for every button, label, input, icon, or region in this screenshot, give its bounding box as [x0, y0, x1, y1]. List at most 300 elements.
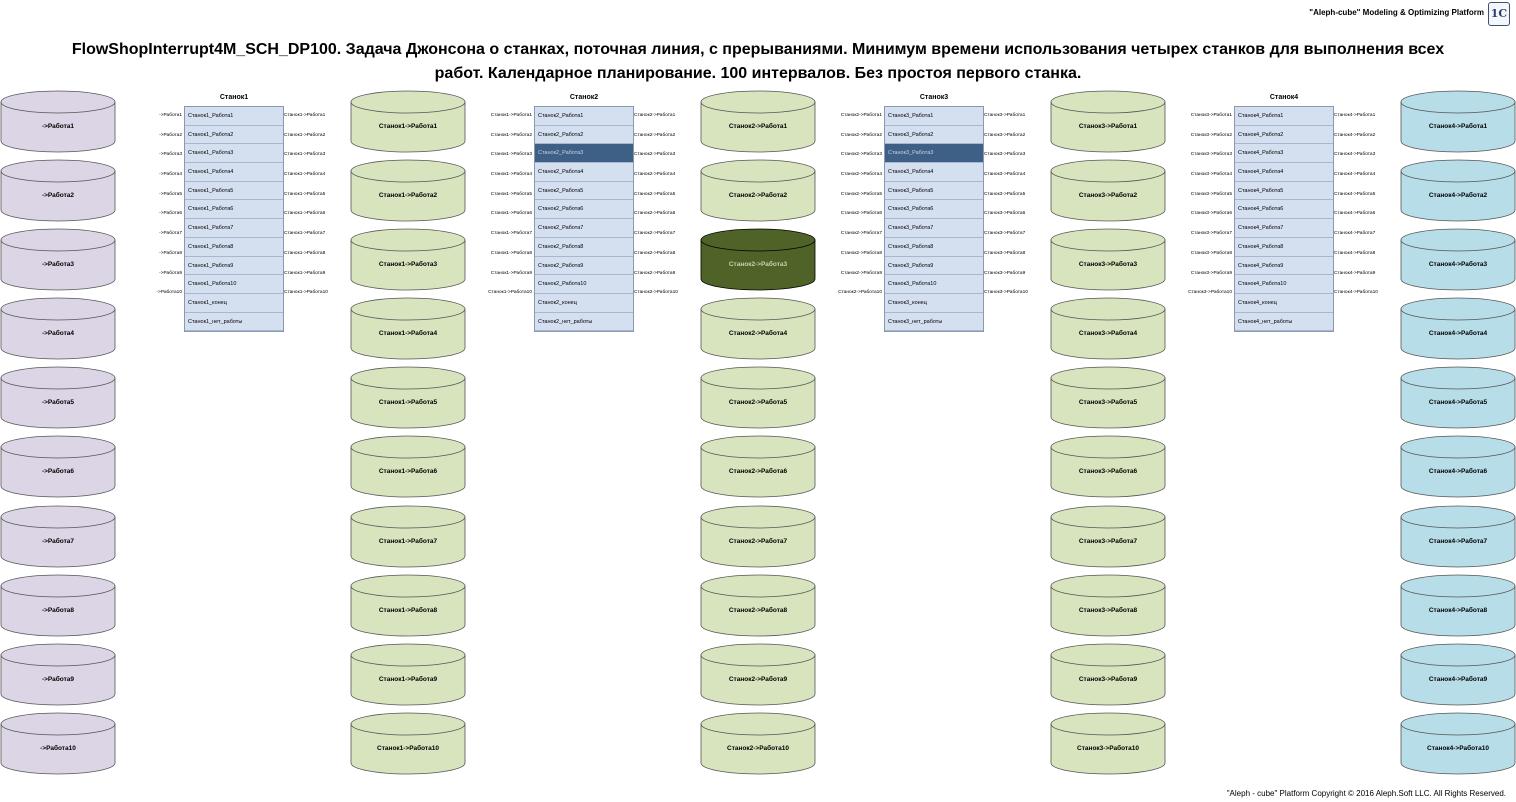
machine-state-row[interactable]: Станок1_Работа4: [185, 163, 283, 182]
cylinder-node[interactable]: [1400, 366, 1516, 430]
output-connector-label: Станок3->Работа5: [984, 191, 1026, 197]
input-connector-label: Станок3->Работа3: [1190, 152, 1232, 158]
cylinder-top: [1, 436, 115, 458]
output-connector-label: Станок3->Работа6: [984, 211, 1026, 217]
machine-state-row[interactable]: Станок3_Работа5: [885, 182, 983, 201]
cylinder-node[interactable]: [1400, 712, 1516, 776]
cylinder-top: [1401, 436, 1515, 458]
cylinder-label: Станок2->Работа10: [727, 744, 789, 752]
cylinder-top: [1, 298, 115, 320]
cylinder-top: [1401, 713, 1515, 735]
machine-output-labels: [634, 106, 690, 303]
cylinder-top: [1, 506, 115, 528]
machine-state-row[interactable]: Станок4_Работа4: [1235, 163, 1333, 182]
machine-state-row[interactable]: Станок4_Работа10: [1235, 275, 1333, 294]
cylinder-top: [351, 713, 465, 735]
machine-state-row[interactable]: Станок1_Работа3: [185, 144, 283, 163]
machine-state-row[interactable]: Станок2_Работа7: [535, 219, 633, 238]
cylinder-node[interactable]: [1400, 643, 1516, 707]
cylinder-label: Станок4->Работа4: [1428, 330, 1488, 338]
output-connector-label: Станок3->Работа4: [984, 172, 1026, 178]
cylinder-label: Станок3->Работа6: [1078, 468, 1138, 476]
cylinder-label: Станок4->Работа8: [1428, 606, 1488, 614]
cylinder-node[interactable]: [350, 228, 466, 292]
cylinder-top: [1, 229, 115, 251]
cylinder-node[interactable]: [0, 712, 116, 776]
input-connector-label: Станок2->Работа2: [840, 132, 882, 138]
output-connector-label: Станок3->Работа3: [984, 152, 1026, 158]
output-connector-label: Станок1->Работа7: [284, 231, 326, 237]
machine-state-row[interactable]: Станок2_Работа5: [535, 182, 633, 201]
input-connector-label: Станок3->Работа5: [1190, 191, 1232, 197]
cylinder-node[interactable]: [1400, 159, 1516, 223]
cylinder-top: [1051, 91, 1165, 113]
machine-state-row[interactable]: Станок2_Работа3: [535, 144, 633, 163]
cylinder-top: [1, 160, 115, 182]
cylinder-top: [701, 91, 815, 113]
input-connector-label: Станок3->Работа1: [1190, 113, 1232, 118]
machine2-output-column: [700, 90, 816, 781]
machine-state-row[interactable]: Станок3_Работа7: [885, 219, 983, 238]
output-connector-label: Станок1->Работа1: [284, 113, 326, 118]
machine-title: Станок3: [919, 94, 949, 101]
output-connector-label: Станок4->Работа8: [1334, 250, 1376, 256]
cylinder-node[interactable]: [1050, 435, 1166, 499]
machine-state-row[interactable]: Станок1_конец: [185, 294, 283, 313]
machine-output-labels: [1334, 106, 1390, 303]
cylinder-node[interactable]: [1050, 90, 1166, 154]
machine-state-row[interactable]: Станок2_конец: [535, 294, 633, 313]
cylinder-label: ->Работа10: [40, 744, 76, 752]
cylinder-label: Станок3->Работа5: [1078, 399, 1138, 407]
cylinder-label: Станок4->Работа9: [1428, 675, 1488, 683]
cylinder-label: Станок2->Работа9: [728, 675, 788, 683]
output-connector-label: Станок2->Работа7: [634, 231, 676, 237]
input-connector-label: ->Работа4: [159, 172, 182, 178]
cylinder-top: [701, 713, 815, 735]
cylinder-node[interactable]: [0, 505, 116, 569]
input-connector-label: Станок1->Работа7: [490, 231, 532, 237]
input-connector-label: Станок2->Работа8: [840, 250, 882, 256]
cylinder-top: [351, 367, 465, 389]
cylinder-top: [351, 506, 465, 528]
machine-state-row[interactable]: Станок2_Работа4: [535, 163, 633, 182]
machine3-output-column: [1050, 90, 1166, 781]
machine-state-row[interactable]: Станок4_конец: [1235, 294, 1333, 313]
output-connector-label: Станок2->Работа6: [634, 211, 676, 217]
page-title: [0, 38, 1516, 86]
machine-state-row[interactable]: Станок4_Работа1: [1235, 107, 1333, 126]
cylinder-label: ->Работа3: [41, 261, 75, 269]
output-connector-label: Станок4->Работа1: [1334, 113, 1376, 118]
cylinder-label: Станок1->Работа7: [378, 537, 438, 545]
cylinder-top: [701, 229, 815, 251]
output-connector-label: Станок3->Работа2: [984, 132, 1026, 138]
machine-state-row[interactable]: Станок2_Работа9: [535, 257, 633, 276]
output-connector-label: Станок3->Работа8: [984, 250, 1026, 256]
machine-state-row[interactable]: Станок1_Работа2: [185, 126, 283, 145]
machine-state-row[interactable]: Станок4_Работа2: [1235, 126, 1333, 145]
cylinder-node[interactable]: [1400, 228, 1516, 292]
machine-input-labels: [826, 106, 882, 303]
machine-state-row[interactable]: Станок2_Работа8: [535, 238, 633, 257]
machine-output-labels: [984, 106, 1040, 303]
machine-state-row[interactable]: Станок4_Работа9: [1235, 257, 1333, 276]
cylinder-label: Станок3->Работа10: [1077, 744, 1139, 752]
cylinder-node[interactable]: [1050, 297, 1166, 361]
platform-logo: [1488, 2, 1510, 26]
machine-state-row[interactable]: Станок3_Работа4: [885, 163, 983, 182]
platform-name: "Aleph-cube" Modeling & Optimizing Platform: [1309, 8, 1484, 17]
output-connector-label: Станок2->Работа8: [634, 250, 676, 256]
machine-state-row[interactable]: Станок3_Работа3: [885, 144, 983, 163]
cylinder-label: Станок2->Работа8: [728, 606, 788, 614]
cylinder-top: [1, 91, 115, 113]
input-connector-label: Станок3->Работа8: [1190, 250, 1232, 256]
cylinder-label: Станок3->Работа2: [1078, 192, 1138, 200]
cylinder-label: Станок1->Работа4: [378, 330, 438, 338]
cylinder-label: Станок1->Работа6: [378, 468, 438, 476]
output-connector-label: Станок2->Работа4: [634, 172, 676, 178]
cylinder-top: [701, 160, 815, 182]
output-connector-label: Станок4->Работа3: [1334, 152, 1376, 158]
cylinder-top: [701, 367, 815, 389]
cylinder-node[interactable]: [350, 712, 466, 776]
cylinder-top: [351, 436, 465, 458]
input-connector-label: Станок1->Работа5: [490, 191, 532, 197]
machine-state-row[interactable]: Станок2_нет_работы: [535, 313, 633, 332]
cylinder-node[interactable]: [1400, 297, 1516, 361]
cylinder-label: Станок1->Работа2: [378, 192, 438, 200]
cylinder-label: Станок1->Работа9: [378, 675, 438, 683]
machine-state-row[interactable]: Станок1_Работа8: [185, 238, 283, 257]
output-connector-label: Станок2->Работа10: [634, 290, 678, 296]
input-connector-label: Станок3->Работа6: [1190, 211, 1232, 217]
machine-state-row[interactable]: Станок3_Работа2: [885, 126, 983, 145]
output-connector-label: Станок2->Работа1: [634, 113, 676, 118]
cylinder-label: ->Работа5: [41, 399, 75, 407]
output-connector-label: Станок3->Работа1: [984, 113, 1026, 118]
cylinder-top: [1051, 298, 1165, 320]
input-connector-label: Станок2->Работа5: [840, 191, 882, 197]
cylinder-node[interactable]: [1400, 90, 1516, 154]
cylinder-label: Станок1->Работа8: [378, 606, 438, 614]
cylinder-top: [351, 160, 465, 182]
output-connector-label: Станок2->Работа9: [634, 270, 676, 276]
machine-title: Станок2: [569, 94, 599, 101]
output-connector-label: Станок1->Работа6: [284, 211, 326, 217]
output-connector-label: Станок3->Работа10: [984, 290, 1028, 296]
cylinder-node[interactable]: [0, 159, 116, 223]
cylinder-label: Станок2->Работа6: [728, 468, 788, 476]
machine-state-table: [534, 106, 634, 332]
machine-state-row[interactable]: Станок4_Работа8: [1235, 238, 1333, 257]
input-connector-label: Станок1->Работа3: [490, 152, 532, 158]
input-connector-label: Станок2->Работа3: [840, 152, 882, 158]
output-connector-label: Станок1->Работа3: [284, 152, 326, 158]
cylinder-top: [1051, 575, 1165, 597]
machine-state-row[interactable]: Станок1_Работа1: [185, 107, 283, 126]
cylinder-top: [351, 644, 465, 666]
cylinder-node[interactable]: [700, 297, 816, 361]
cylinder-top: [351, 575, 465, 597]
cylinder-label: Станок4->Работа3: [1428, 261, 1488, 269]
machine-input-labels: [126, 106, 182, 303]
machine-state-table: [884, 106, 984, 332]
cylinder-node[interactable]: [0, 435, 116, 499]
cylinder-node[interactable]: [1050, 712, 1166, 776]
machine-input-labels: [476, 106, 532, 303]
cylinder-top: [1, 713, 115, 735]
machine-state-row[interactable]: Станок3_конец: [885, 294, 983, 313]
machine-state-row[interactable]: Станок2_Работа2: [535, 126, 633, 145]
output-connector-label: Станок4->Работа6: [1334, 211, 1376, 217]
machine-state-row[interactable]: Станок1_Работа6: [185, 200, 283, 219]
machine-state-row[interactable]: Станок1_нет_работы: [185, 313, 283, 332]
input-connector-label: Станок3->Работа9: [1190, 270, 1232, 276]
cylinder-node[interactable]: [700, 435, 816, 499]
cylinder-label: Станок3->Работа9: [1078, 675, 1138, 683]
cylinder-label: ->Работа4: [41, 330, 75, 338]
cylinder-node[interactable]: [700, 505, 816, 569]
machine-state-row[interactable]: Станок2_Работа6: [535, 200, 633, 219]
output-connector-label: Станок4->Работа2: [1334, 132, 1376, 138]
cylinder-node[interactable]: [700, 574, 816, 638]
output-connector-label: Станок1->Работа10: [284, 290, 328, 296]
cylinder-label: Станок4->Работа10: [1427, 744, 1489, 752]
machine-title: Станок1: [219, 94, 249, 101]
machine-state-row[interactable]: Станок4_Работа7: [1235, 219, 1333, 238]
cylinder-top: [1401, 91, 1515, 113]
cylinder-label: ->Работа9: [41, 675, 75, 683]
cylinder-top: [1401, 160, 1515, 182]
cylinder-node[interactable]: [1400, 505, 1516, 569]
cylinder-node[interactable]: [700, 228, 816, 292]
cylinder-label: Станок2->Работа7: [728, 537, 788, 545]
input-connector-label: Станок2->Работа10: [838, 290, 882, 296]
cylinder-top: [351, 298, 465, 320]
cylinder-node[interactable]: [0, 574, 116, 638]
cylinder-label: Станок4->Работа1: [1428, 123, 1488, 130]
cylinder-label: Станок4->Работа2: [1428, 192, 1488, 200]
cylinder-label: Станок3->Работа8: [1078, 606, 1138, 614]
input-connector-label: Станок1->Работа6: [490, 211, 532, 217]
input-connector-label: Станок2->Работа7: [840, 231, 882, 237]
input-connector-label: Станок1->Работа1: [490, 113, 532, 118]
machine-state-table: [1234, 106, 1334, 332]
input-connector-label: Станок1->Работа10: [488, 290, 532, 296]
output-connector-label: Станок3->Работа9: [984, 270, 1026, 276]
cylinder-label: Станок1->Работа3: [378, 261, 438, 269]
input-connector-label: ->Работа7: [159, 231, 182, 237]
cylinder-node[interactable]: [350, 90, 466, 154]
title-line-2: работ. Календарное планирование. 100 интервалов. Без простоя первого станка.: [434, 65, 1082, 82]
cylinder-label: Станок3->Работа7: [1078, 537, 1138, 545]
output-connector-label: Станок1->Работа8: [284, 250, 326, 256]
cylinder-node[interactable]: [350, 435, 466, 499]
input-connector-label: Станок3->Работа10: [1188, 290, 1232, 296]
cylinder-node[interactable]: [350, 297, 466, 361]
input-connector-label: ->Работа9: [159, 270, 182, 276]
output-connector-label: Станок1->Работа4: [284, 172, 326, 178]
input-connector-label: ->Работа6: [159, 211, 182, 217]
output-connector-label: Станок4->Работа7: [1334, 231, 1376, 237]
cylinder-label: Станок4->Работа6: [1428, 468, 1488, 476]
machine-state-row[interactable]: Станок3_Работа8: [885, 238, 983, 257]
machine-state-row[interactable]: Станок3_нет_работы: [885, 313, 983, 332]
machine-input-labels: [1176, 106, 1232, 303]
machine-state-row[interactable]: Станок2_Работа10: [535, 275, 633, 294]
input-connector-label: ->Работа10: [156, 290, 182, 296]
cylinder-node[interactable]: [1050, 159, 1166, 223]
cylinder-label: Станок3->Работа4: [1078, 330, 1138, 338]
cylinder-label: ->Работа7: [41, 537, 75, 545]
cylinder-label: Станок2->Работа1: [728, 123, 788, 130]
input-connector-label: ->Работа3: [159, 152, 182, 158]
cylinder-label: Станок3->Работа1: [1078, 123, 1138, 130]
machine-state-row[interactable]: Станок1_Работа5: [185, 182, 283, 201]
cylinder-node[interactable]: [0, 90, 116, 154]
machine-state-row[interactable]: Станок4_Работа3: [1235, 144, 1333, 163]
cylinder-top: [1051, 367, 1165, 389]
cylinder-node[interactable]: [0, 297, 116, 361]
cylinder-top: [1401, 506, 1515, 528]
input-connector-label: Станок1->Работа2: [490, 132, 532, 138]
cylinder-top: [1401, 575, 1515, 597]
input-connector-label: Станок2->Работа9: [840, 270, 882, 276]
cylinder-node[interactable]: [0, 643, 116, 707]
cylinder-node[interactable]: [1400, 435, 1516, 499]
cylinder-top: [1051, 506, 1165, 528]
machine-state-row[interactable]: Станок1_Работа7: [185, 219, 283, 238]
cylinder-top: [701, 436, 815, 458]
start-jobs-column: [0, 90, 116, 781]
cylinder-label: Станок2->Работа2: [728, 192, 788, 200]
cylinder-top: [701, 298, 815, 320]
cylinder-label: ->Работа2: [41, 192, 75, 200]
input-connector-label: Станок1->Работа8: [490, 250, 532, 256]
output-connector-label: Станок3->Работа7: [984, 231, 1026, 237]
input-connector-label: ->Работа1: [159, 113, 182, 118]
cylinder-top: [1051, 713, 1165, 735]
output-connector-label: Станок4->Работа4: [1334, 172, 1376, 178]
machine-state-row[interactable]: Станок1_Работа9: [185, 257, 283, 276]
cylinder-top: [1, 367, 115, 389]
cylinder-top: [351, 91, 465, 113]
cylinder-node[interactable]: [350, 366, 466, 430]
machine-title: Станок4: [1269, 94, 1299, 101]
output-connector-label: Станок4->Работа5: [1334, 191, 1376, 197]
cylinder-label: Станок2->Работа3: [728, 261, 788, 269]
cylinder-top: [1051, 644, 1165, 666]
machine-state-row[interactable]: Станок4_нет_работы: [1235, 313, 1333, 332]
machine-state-row[interactable]: Станок3_Работа1: [885, 107, 983, 126]
output-connector-label: Станок4->Работа10: [1334, 290, 1378, 296]
cylinder-node[interactable]: [1050, 505, 1166, 569]
cylinder-top: [1401, 229, 1515, 251]
cylinder-node[interactable]: [700, 159, 816, 223]
cylinder-label: ->Работа8: [41, 606, 75, 614]
cylinder-label: Станок4->Работа5: [1428, 399, 1488, 407]
output-connector-label: Станок1->Работа9: [284, 270, 326, 276]
machine-state-table: [184, 106, 284, 332]
machine-state-row[interactable]: Станок3_Работа9: [885, 257, 983, 276]
output-connector-label: Станок2->Работа2: [634, 132, 676, 138]
cylinder-top: [1, 644, 115, 666]
input-connector-label: Станок1->Работа9: [490, 270, 532, 276]
output-connector-label: Станок1->Работа2: [284, 132, 326, 138]
input-connector-label: Станок2->Работа1: [840, 113, 882, 118]
cylinder-node[interactable]: [350, 505, 466, 569]
copyright-notice: "Aleph - cube" Platform Copyright © 2016 Aleph.Soft LLC. All Rights Reserved.: [1226, 789, 1506, 798]
cylinder-top: [351, 229, 465, 251]
cylinder-label: Станок1->Работа1: [378, 123, 438, 130]
cylinder-node[interactable]: [350, 159, 466, 223]
cylinder-top: [1, 575, 115, 597]
cylinder-top: [1401, 644, 1515, 666]
cylinder-label: Станок2->Работа4: [728, 330, 788, 338]
machine-state-row[interactable]: Станок3_Работа10: [885, 275, 983, 294]
machine-state-row[interactable]: Станок1_Работа10: [185, 275, 283, 294]
cylinder-node[interactable]: [700, 643, 816, 707]
cylinder-node[interactable]: [700, 90, 816, 154]
input-connector-label: Станок2->Работа4: [840, 172, 882, 178]
input-connector-label: ->Работа5: [159, 191, 182, 197]
output-connector-label: Станок4->Работа9: [1334, 270, 1376, 276]
cylinder-label: Станок4->Работа7: [1428, 537, 1488, 545]
input-connector-label: Станок1->Работа4: [490, 172, 532, 178]
output-connector-label: Станок2->Работа3: [634, 152, 676, 158]
input-connector-label: Станок3->Работа2: [1190, 132, 1232, 138]
cylinder-label: Станок3->Работа3: [1078, 261, 1138, 269]
input-connector-label: Станок3->Работа7: [1190, 231, 1232, 237]
machine-state-row[interactable]: Станок4_Работа6: [1235, 200, 1333, 219]
cylinder-node[interactable]: [350, 574, 466, 638]
cylinder-node[interactable]: [1050, 366, 1166, 430]
logo-text: 1C: [1490, 7, 1508, 20]
cylinder-node[interactable]: [1050, 228, 1166, 292]
cylinder-node[interactable]: [0, 366, 116, 430]
cylinder-label: ->Работа6: [41, 468, 75, 476]
cylinder-top: [701, 644, 815, 666]
cylinder-top: [1051, 229, 1165, 251]
machine1-output-column: [350, 90, 466, 781]
cylinder-top: [701, 575, 815, 597]
cylinder-top: [701, 506, 815, 528]
cylinder-node[interactable]: [1050, 643, 1166, 707]
input-connector-label: Станок2->Работа6: [840, 211, 882, 217]
machine-state-row[interactable]: Станок3_Работа6: [885, 200, 983, 219]
cylinder-node[interactable]: [700, 366, 816, 430]
cylinder-node[interactable]: [1400, 574, 1516, 638]
output-connector-label: Станок1->Работа5: [284, 191, 326, 197]
cylinder-node[interactable]: [700, 712, 816, 776]
cylinder-node[interactable]: [1050, 574, 1166, 638]
input-connector-label: ->Работа8: [159, 250, 182, 256]
cylinder-node[interactable]: [0, 228, 116, 292]
machine-output-labels: [284, 106, 340, 303]
input-connector-label: ->Работа2: [159, 132, 182, 138]
title-line-1: FlowShopInterrupt4M_SCH_DP100. Задача Джонсона о станках, поточная линия, с прерываниями. Минимум времени использования четырех станков для выполнения всех: [71, 41, 1445, 58]
cylinder-label: Станок1->Работа10: [377, 744, 439, 752]
output-connector-label: Станок2->Работа5: [634, 191, 676, 197]
cylinder-label: Станок2->Работа5: [728, 399, 788, 407]
cylinder-node[interactable]: [350, 643, 466, 707]
cylinder-top: [1051, 436, 1165, 458]
machine-state-row[interactable]: Станок2_Работа1: [535, 107, 633, 126]
machine-state-row[interactable]: Станок4_Работа5: [1235, 182, 1333, 201]
input-connector-label: Станок3->Работа4: [1190, 172, 1232, 178]
